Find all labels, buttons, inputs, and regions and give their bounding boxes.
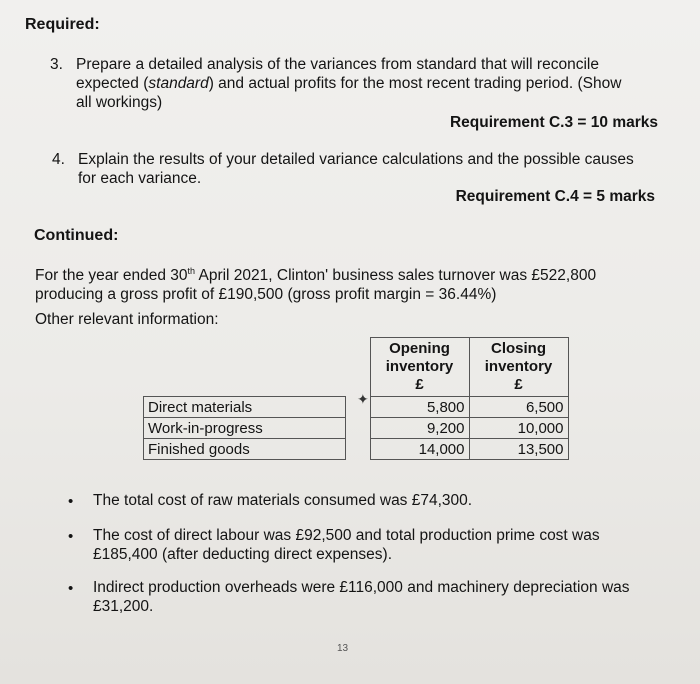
q4-line2: for each variance. (78, 170, 202, 187)
intro-paragraph (35, 262, 665, 304)
opening-value: 5,800 (370, 397, 469, 418)
table-row (144, 397, 569, 418)
other-info-heading: Other relevant information: (35, 311, 219, 328)
bullet-icon: • (68, 528, 74, 545)
q3-line2: expected (standard) and actual profits for the most recent trading period. (Show (76, 75, 622, 92)
required-heading: Required: (25, 16, 100, 33)
q4-number: 4. (52, 151, 65, 168)
table-corner (144, 338, 346, 397)
intro-line1: For the year ended 30th April 2021, Clinton' business sales turnover was £522,800 (35, 266, 597, 285)
table-row (144, 418, 569, 439)
q4-requirement: Requirement C.4 = 5 marks (455, 188, 655, 205)
page-number: 13 (337, 643, 349, 654)
closing-value: 13,500 (469, 439, 568, 460)
sparkle-icon: ✦ (357, 391, 369, 407)
inventory-table (143, 337, 569, 460)
q3-line3: all workings) (76, 94, 163, 111)
q3-text (76, 55, 676, 112)
intro-line2: producing a gross profit of £190,500 (gross profit margin = 36.44%) (35, 286, 497, 304)
list-item: The cost of direct labour was £92,500 and total production prime cost was £185,400 (after deducting direct expenses). (93, 527, 600, 563)
opening-value: 14,000 (370, 439, 469, 460)
continued-heading: Continued: (34, 227, 119, 244)
q4-line1: Explain the results of your detailed variance calculations and the possible causes (78, 151, 634, 168)
row-label: Direct materials (144, 397, 346, 418)
table-row (144, 439, 569, 460)
q3-emphasis: standard (148, 75, 209, 92)
row-label: Finished goods (144, 439, 346, 460)
q4-text (78, 150, 678, 188)
bullet-icon: • (68, 493, 74, 510)
closing-header: Closing inventory £ (469, 338, 568, 397)
q3-number: 3. (50, 56, 63, 73)
list-item: Indirect production overheads were £116,000 and machinery depreciation was £31,200. (93, 579, 630, 615)
opening-value: 9,200 (370, 418, 469, 439)
q3-line1: Prepare a detailed analysis of the variances from standard that will reconcile (76, 56, 599, 73)
bullet-icon: • (68, 580, 74, 597)
closing-value: 6,500 (469, 397, 568, 418)
list-item: The total cost of raw materials consumed was £74,300. (93, 492, 473, 509)
q3-requirement: Requirement C.3 = 10 marks (449, 114, 658, 131)
closing-value: 10,000 (469, 418, 568, 439)
intro-superscript: th (187, 266, 196, 276)
opening-header: Opening inventory £ (370, 338, 469, 397)
row-label: Work-in-progress (144, 418, 346, 439)
